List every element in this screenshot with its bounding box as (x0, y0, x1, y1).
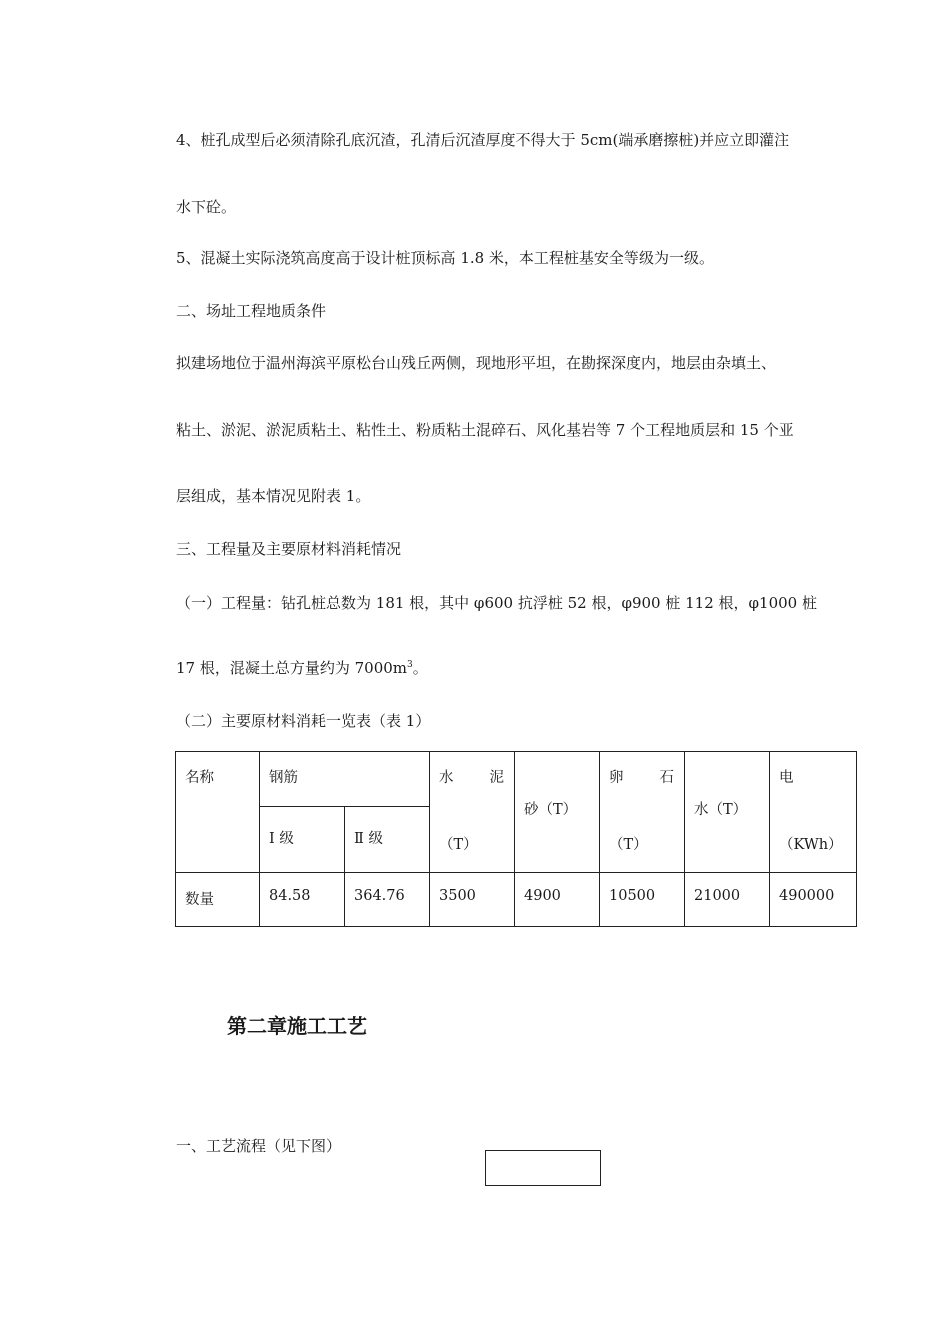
quantity-line-2-end: 。 (412, 659, 428, 677)
cell-grade-2 (345, 873, 430, 927)
chapter-2-heading: 第二章施工工艺 (227, 1014, 367, 1038)
header-power-title: 电 (779, 770, 794, 786)
paragraph-item-5: 5、混凝土实际浇筑高度高于设计桩顶标高 1.8 米，本工程桩基安全等级为一级。 (176, 249, 714, 267)
cell-gravel (600, 873, 685, 927)
flowchart-box (485, 1150, 601, 1186)
cell-water (685, 873, 770, 927)
cell-cement-value: 3500 (439, 888, 476, 904)
header-water-text: 水（T） (694, 802, 748, 818)
header-power-unit: （KWh） (779, 837, 843, 853)
table-row (176, 873, 857, 927)
header-cement-unit: （T） (439, 837, 478, 853)
header-grade-2-text: Ⅱ 级 (354, 831, 383, 847)
header-sand-text: 砂（T） (524, 802, 578, 818)
section-3-title: 三、工程量及主要原材料消耗情况 (176, 540, 402, 558)
quantity-line-2 (176, 658, 428, 678)
geology-line-1: 拟建场地位于温州海滨平原松台山残丘两侧，现地形平坦，在勘探深度内，地层由杂填土、 (176, 354, 777, 372)
section-2-title: 二、场址工程地质条件 (176, 302, 327, 320)
header-water (685, 752, 770, 873)
cell-sand-value: 4900 (524, 888, 561, 904)
cubic-superscript: 3 (407, 660, 413, 670)
header-name (176, 752, 260, 873)
header-name-text: 名称 (185, 770, 214, 786)
header-steel-text: 钢筋 (269, 770, 298, 786)
header-cement-title (439, 766, 514, 787)
cell-grade-1-value: 84.58 (269, 888, 311, 904)
flow-section-title: 一、工艺流程（见下图） (176, 1137, 342, 1155)
header-sand (515, 752, 600, 873)
header-grade-1-text: Ⅰ 级 (269, 831, 294, 847)
header-cement-char-2: 泥 (489, 770, 504, 786)
cell-sand (515, 873, 600, 927)
row-label (176, 873, 260, 927)
header-grade-1 (260, 807, 345, 873)
quantity-line-1: （一）工程量：钻孔桩总数为 181 根，其中 φ600 抗浮桩 52 根，φ900 桩 112 根，φ1000 桩 (176, 594, 817, 612)
cell-grade-2-value: 364.76 (354, 888, 405, 904)
cell-grade-1 (260, 873, 345, 927)
item-4-line-1: 4、桩孔成型后必须清除孔底沉渣，孔清后沉渣厚度不得大于 5cm(端承磨擦桩)并应立即灌注 (176, 131, 790, 149)
header-power (770, 752, 857, 873)
table-caption: （二）主要原材料消耗一览表（表 1） (176, 712, 431, 730)
geology-line-3: 层组成，基本情况见附表 1。 (176, 487, 371, 505)
header-grade-2 (345, 807, 430, 873)
geology-line-2: 粘土、淤泥、淤泥质粘土、粘性土、粉质粘土混碎石、风化基岩等 7 个工程地质层和 15 个亚 (176, 421, 794, 439)
quantity-line-2-text: 17 根，混凝土总方量约为 7000m (176, 659, 408, 677)
header-gravel (600, 752, 685, 873)
cell-power-value: 490000 (779, 888, 835, 904)
header-gravel-char-1: 卵 (609, 770, 624, 786)
header-gravel-char-2: 石 (659, 770, 674, 786)
cell-gravel-value: 10500 (609, 888, 656, 904)
item-4-line-2: 水下砼。 (176, 198, 237, 216)
materials-table (175, 751, 857, 927)
cell-water-value: 21000 (694, 888, 741, 904)
cell-power (770, 873, 857, 927)
cell-cement (430, 873, 515, 927)
header-cement (430, 752, 515, 873)
header-cement-char-1: 水 (439, 770, 454, 786)
header-gravel-unit: （T） (609, 837, 648, 853)
header-gravel-title (609, 766, 684, 787)
row-label-text: 数量 (185, 892, 214, 908)
header-steel (260, 752, 430, 807)
